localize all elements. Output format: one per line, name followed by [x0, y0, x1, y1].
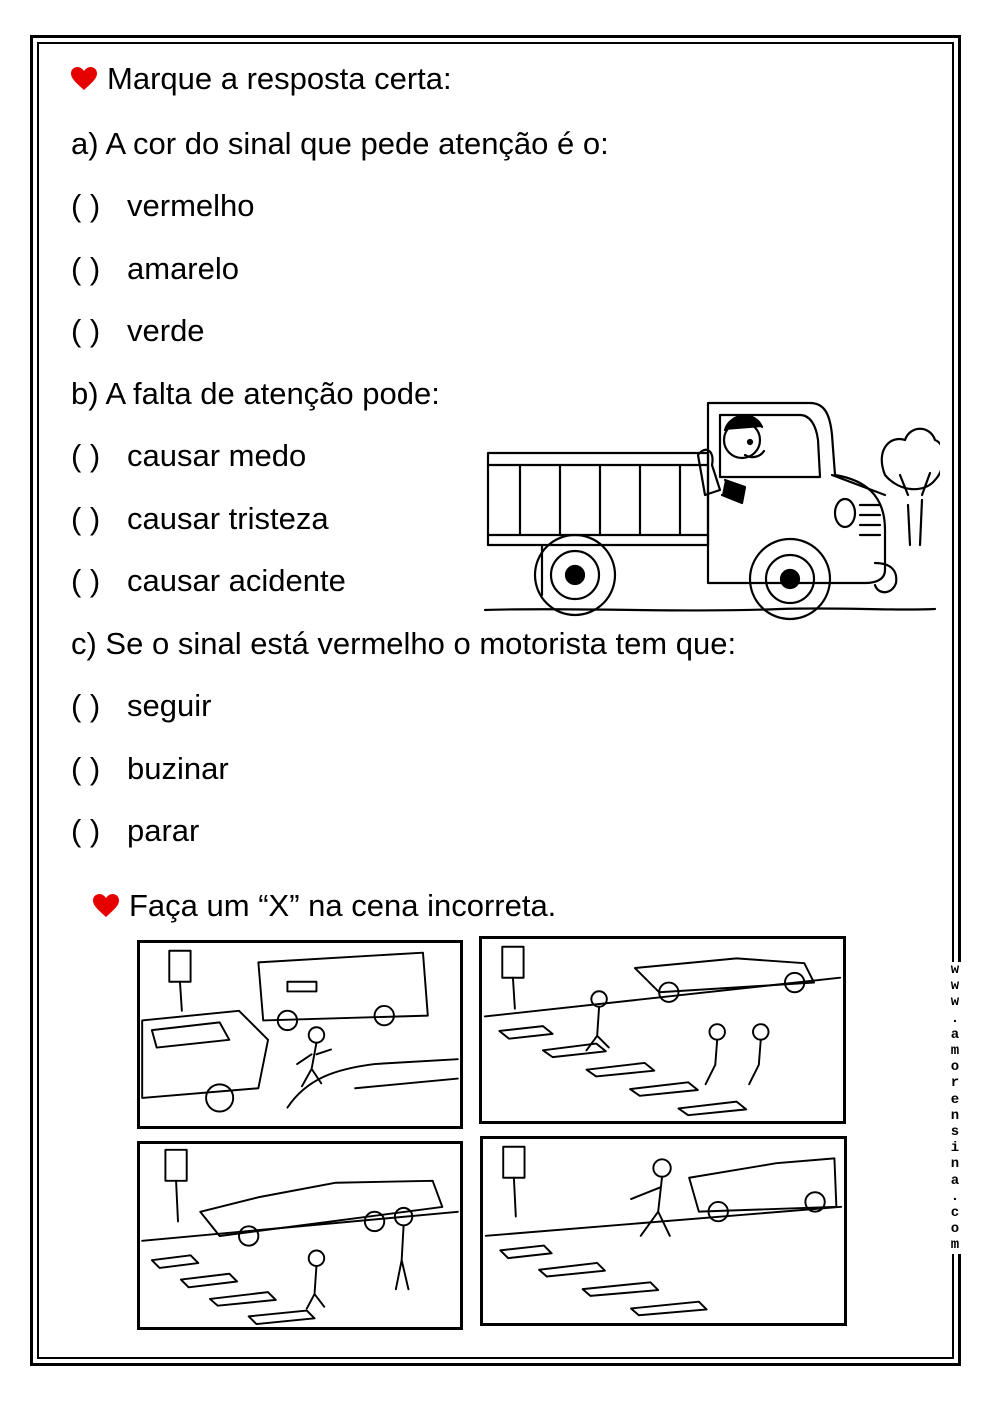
- watermark-char: m: [950, 1043, 960, 1060]
- traffic-light-icon: [169, 951, 190, 982]
- option-label: amarelo: [127, 251, 239, 286]
- option-label: vermelho: [127, 188, 255, 223]
- scene-panel-2[interactable]: [479, 936, 846, 1124]
- watermark-char: .: [950, 1188, 960, 1205]
- watermark-char: s: [950, 1124, 960, 1141]
- traffic-light-icon: [502, 947, 523, 978]
- option-label: verde: [127, 313, 205, 348]
- watermark-char: n: [950, 1107, 960, 1124]
- scene-panel-4[interactable]: [480, 1136, 847, 1326]
- answer-checkbox[interactable]: ( ): [71, 438, 101, 473]
- answer-checkbox[interactable]: ( ): [71, 563, 101, 598]
- answer-checkbox[interactable]: ( ): [71, 251, 101, 286]
- answer-checkbox[interactable]: ( ): [71, 313, 101, 348]
- question-b-option-2: [71, 501, 329, 537]
- scene-panel-1[interactable]: [137, 940, 463, 1129]
- question-b-option-3: [71, 563, 346, 599]
- section1-heading-text: Marque a resposta certa:: [107, 61, 452, 96]
- watermark-char: o: [950, 1059, 960, 1076]
- heart-icon: [93, 894, 119, 918]
- answer-checkbox[interactable]: ( ): [71, 188, 101, 223]
- option-label: causar tristeza: [127, 501, 329, 536]
- watermark-char: i: [950, 1140, 960, 1157]
- watermark-site-url: [948, 962, 962, 1254]
- answer-checkbox[interactable]: ( ): [71, 813, 101, 848]
- watermark-char: r: [950, 1075, 960, 1092]
- question-c-option-2: [71, 751, 229, 787]
- watermark-char: e: [950, 1091, 960, 1108]
- option-label: causar medo: [127, 438, 307, 473]
- question-c-prompt: c) Se o sinal está vermelho o motorista tem que:: [71, 626, 737, 661]
- question-a-option-3: [71, 313, 205, 349]
- watermark-char: w: [950, 994, 960, 1011]
- answer-checkbox[interactable]: ( ): [71, 688, 101, 723]
- option-label: causar acidente: [127, 563, 346, 598]
- watermark-char: m: [950, 1237, 960, 1254]
- watermark-char: a: [950, 1172, 960, 1189]
- option-label: seguir: [127, 688, 212, 723]
- truck-driver-illustration: [480, 395, 940, 625]
- watermark-char: o: [950, 1221, 960, 1238]
- heart-icon: [71, 67, 97, 91]
- traffic-light-icon: [165, 1150, 186, 1181]
- scene-panel-3[interactable]: [137, 1141, 463, 1330]
- watermark-char: c: [950, 1205, 960, 1222]
- watermark-char: w: [950, 962, 960, 978]
- watermark-char: .: [950, 1010, 960, 1027]
- question-a-option-1: [71, 188, 255, 224]
- watermark-char: n: [950, 1156, 960, 1173]
- section1-heading: [71, 61, 452, 97]
- watermark-char: a: [950, 1026, 960, 1043]
- section2-heading: [93, 888, 556, 924]
- answer-checkbox[interactable]: ( ): [71, 751, 101, 786]
- question-c-option-3: [71, 813, 199, 849]
- question-b-prompt: b) A falta de atenção pode:: [71, 376, 440, 411]
- question-b-option-1: [71, 438, 306, 474]
- watermark-char: w: [950, 978, 960, 995]
- option-label: buzinar: [127, 751, 229, 786]
- section2-heading-text: Faça um “X” na cena incorreta.: [129, 888, 557, 923]
- answer-checkbox[interactable]: ( ): [71, 501, 101, 536]
- traffic-light-icon: [503, 1147, 524, 1178]
- question-a-option-2: [71, 251, 239, 287]
- question-c-option-1: [71, 688, 211, 724]
- option-label: parar: [127, 813, 200, 848]
- question-a-prompt: a) A cor do sinal que pede atenção é o:: [71, 126, 609, 161]
